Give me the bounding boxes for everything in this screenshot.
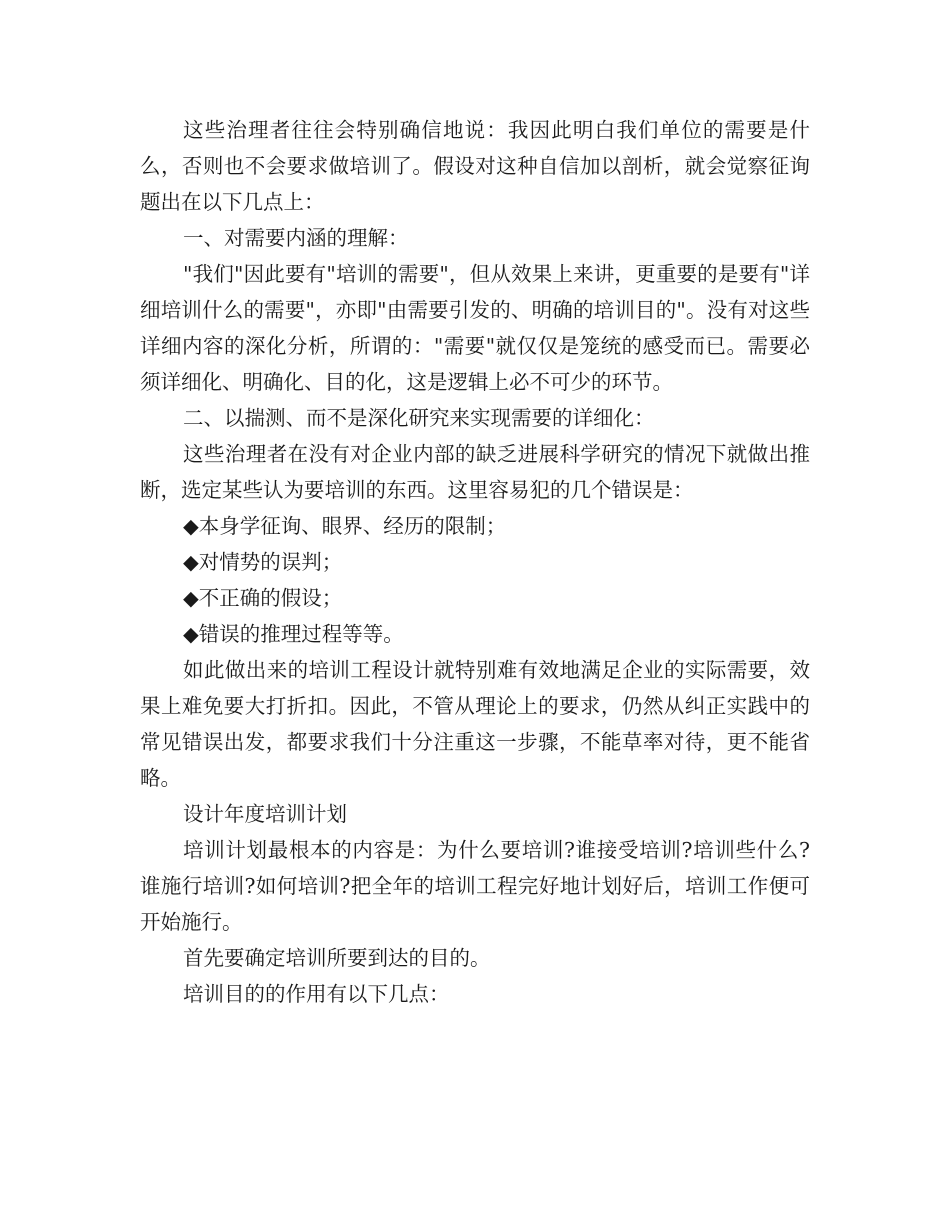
heading-speculation: 二、以揣测、而不是深化研究来实现需要的详细化：: [183, 406, 655, 430]
bullet-item-assumption: ◆不正确的假设；: [183, 586, 343, 610]
paragraph-plan-content: 培训计划最根本的内容是：为什么要培训?谁接受培训?培训些什么?谁施行培训?如何培训?把全年的培训工程完好地计划好后，培训工作便可开始施行。: [140, 838, 810, 934]
bullet-item-misjudgment: ◆对情势的误判；: [183, 550, 343, 574]
bullet-item-reasoning: ◆错误的推理过程等等。: [183, 622, 404, 646]
paragraph-consequence: 如此做出来的培训工程设计就特别难有效地满足企业的实际需要，效果上难免要大打折扣。因此，不管从理论上的要求，仍然从纠正实践中的常见错误出发，都要求我们十分注重这一步骤，不能草率对待，更不能省略。: [140, 658, 810, 790]
paragraph-goal-functions: 培训目的的作用有以下几点：: [183, 982, 450, 1006]
document-body: [140, 112, 810, 1012]
paragraph-needs-detail: "我们"因此要有"培训的需要"，但从效果上来讲，更重要的是要有"详细培训什么的需要"，亦即"由需要引发的、明确的培训目的"。没有对这些详细内容的深化分析，所谓的："需要"就仅仅是笼统的感受而已。需要必须详细化、明确化、目的化，这是逻辑上必不可少的环节。: [140, 262, 810, 394]
heading-annual-plan: 设计年度培训计划: [183, 802, 348, 826]
paragraph-determine-goal: 首先要确定培训所要到达的目的。: [183, 946, 491, 970]
paragraph-speculation: 这些治理者在没有对企业内部的缺乏进展科学研究的情况下就做出推断，选定某些认为要培训的东西。这里容易犯的几个错误是：: [140, 442, 810, 502]
heading-understanding-needs: 一、对需要内涵的理解：: [183, 226, 409, 250]
paragraph-intro: 这些治理者往往会特别确信地说：我因此明白我们单位的需要是什么，否则也不会要求做培训了。假设对这种自信加以剖析，就会觉察征询题出在以下几点上：: [140, 118, 810, 214]
bullet-item-limits: ◆本身学征询、眼界、经历的限制；: [183, 514, 507, 538]
